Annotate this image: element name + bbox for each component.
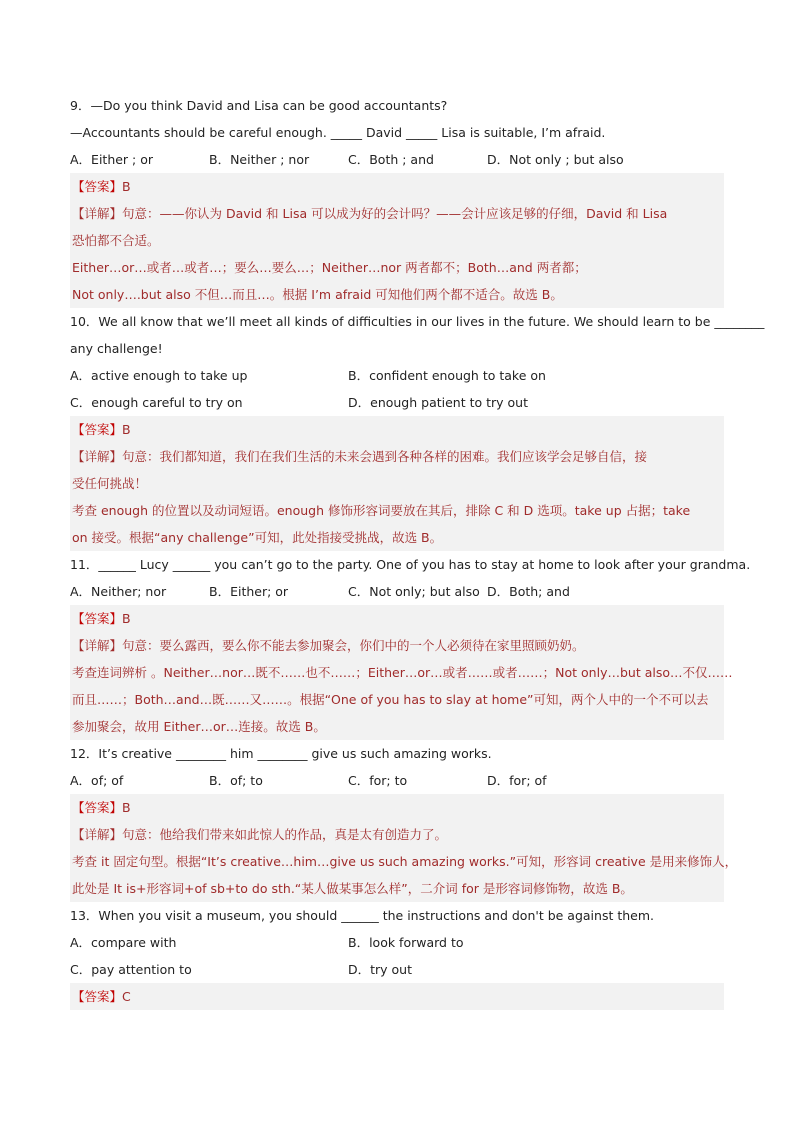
detail-line: 此处是 It is+形容词+of sb+to do sth.“某人做某事怎么样”，二介词 for 是形容词修饰物，故选 B。 — [72, 881, 633, 896]
option-c: C．pay attention to — [70, 962, 192, 977]
answer-value: B — [122, 611, 131, 626]
answer-value: C — [122, 989, 131, 1004]
answer-line — [70, 983, 724, 1010]
question-text: —Accountants should be careful enough. _____ David _____ Lisa is suitable, I’m afraid. — [70, 125, 606, 140]
answer-line — [70, 173, 724, 200]
detail-line: 参加聚会，故用 Either…or…连接。故选 B。 — [72, 719, 326, 734]
option-a: A．active enough to take up — [70, 368, 248, 383]
question-text: 10．We all know that we’ll meet all kinds of difficulties in our lives in the future. We should learn to be ________ — [70, 314, 765, 329]
answer-line — [70, 416, 724, 443]
options-row — [70, 956, 724, 983]
question-11 — [70, 551, 751, 740]
option-d: D．enough patient to try out — [348, 395, 528, 410]
answer-box — [70, 416, 724, 551]
document-page — [70, 92, 765, 1010]
options-row — [70, 767, 724, 794]
detail-line: 【详解】句意：要么露西，要么你不能去参加聚会，你们中的一个人必须待在家里照顾奶奶。 — [72, 638, 585, 653]
option-b: B．look forward to — [348, 935, 464, 950]
option-c: C．Both ; and — [348, 152, 434, 167]
detail-line: Not only….but also 不但…而且…。根据 I’m afraid 可知他们两个都不适合。故选 B。 — [72, 287, 563, 302]
detail-line: 考查 it 固定句型。根据“It’s creative…him…give us such amazing works.”可知，形容词 creative 是用来修饰人， — [72, 854, 738, 869]
option-b: B．confident enough to take on — [348, 368, 546, 383]
answer-box — [70, 605, 733, 740]
option-a: A．compare with — [70, 935, 177, 950]
options-row — [70, 389, 724, 416]
option-c: C．enough careful to try on — [70, 395, 243, 410]
options-row — [70, 578, 724, 605]
option-b: B．of; to — [209, 773, 263, 788]
answer-tag: 【答案】 — [72, 611, 123, 626]
detail-line: 恐怕都不合适。 — [72, 233, 160, 248]
option-c: C．Not only; but also — [348, 584, 480, 599]
question-text: 13．When you visit a museum, you should ______ the instructions and don't be against them. — [70, 908, 654, 923]
answer-value: B — [122, 422, 131, 437]
answer-line — [70, 605, 724, 632]
option-b: B．Either; or — [209, 584, 289, 599]
detail-line: 考查 enough 的位置以及动词短语。enough 修饰形容词要放在其后，排除 C 和 D 选项。take up 占据；take — [72, 503, 691, 518]
detail-line: 考查连词辨析 。Neither…nor…既不……也不……；Either…or…或者……或者……；Not only…but also…不仅…… — [72, 665, 733, 680]
options-row — [70, 146, 724, 173]
answer-value: B — [122, 800, 131, 815]
question-13 — [70, 902, 724, 1010]
detail-line: 受任何挑战！ — [72, 476, 148, 491]
option-d: D．Not only ; but also — [487, 152, 624, 167]
answer-value: B — [122, 179, 131, 194]
option-b: B．Neither ; nor — [209, 152, 310, 167]
answer-line — [70, 794, 724, 821]
answer-tag: 【答案】 — [72, 989, 123, 1004]
option-d: D．for; of — [487, 773, 547, 788]
options-row — [70, 362, 724, 389]
question-text: any challenge! — [70, 341, 163, 356]
answer-box — [70, 173, 724, 308]
option-a: A．Neither; nor — [70, 584, 167, 599]
option-c: C．for; to — [348, 773, 408, 788]
detail-line: 而且……；Both…and…既……又……。根据“One of you has to slay at home”可知，两个人中的一个不可以去 — [72, 692, 709, 707]
answer-box — [70, 794, 738, 902]
option-d: D．Both; and — [487, 584, 570, 599]
question-text: 9．—Do you think David and Lisa can be good accountants? — [70, 98, 448, 113]
answer-box — [70, 983, 724, 1010]
detail-line: Either…or…或者…或者…；要么…要么…；Neither…nor 两者都不；Both…and 两者都； — [72, 260, 587, 275]
question-text: 12．It’s creative ________ him ________ give us such amazing works. — [70, 746, 492, 761]
detail-line: 【详解】句意：——你认为 David 和 Lisa 可以成为好的会计吗？——会计应该足够的仔细，David 和 Lisa — [72, 206, 668, 221]
answer-tag: 【答案】 — [72, 422, 123, 437]
question-10 — [70, 308, 765, 551]
option-a: A．of; of — [70, 773, 124, 788]
question-12 — [70, 740, 738, 902]
question-text: 11．______ Lucy ______ you can’t go to the party. One of you has to stay at home to look after your grandma. — [70, 557, 751, 572]
question-9 — [70, 92, 724, 308]
option-a: A．Either ; or — [70, 152, 154, 167]
detail-line: on 接受。根据“any challenge”可知，此处指接受挑战，故选 B。 — [72, 530, 443, 545]
detail-line: 【详解】句意：他给我们带来如此惊人的作品，真是太有创造力了。 — [72, 827, 448, 842]
answer-tag: 【答案】 — [72, 179, 123, 194]
answer-tag: 【答案】 — [72, 800, 123, 815]
options-row — [70, 929, 724, 956]
detail-line: 【详解】句意：我们都知道，我们在我们生活的未来会遇到各种各样的困难。我们应该学会足够自信，接 — [72, 449, 648, 464]
option-d: D．try out — [348, 962, 413, 977]
